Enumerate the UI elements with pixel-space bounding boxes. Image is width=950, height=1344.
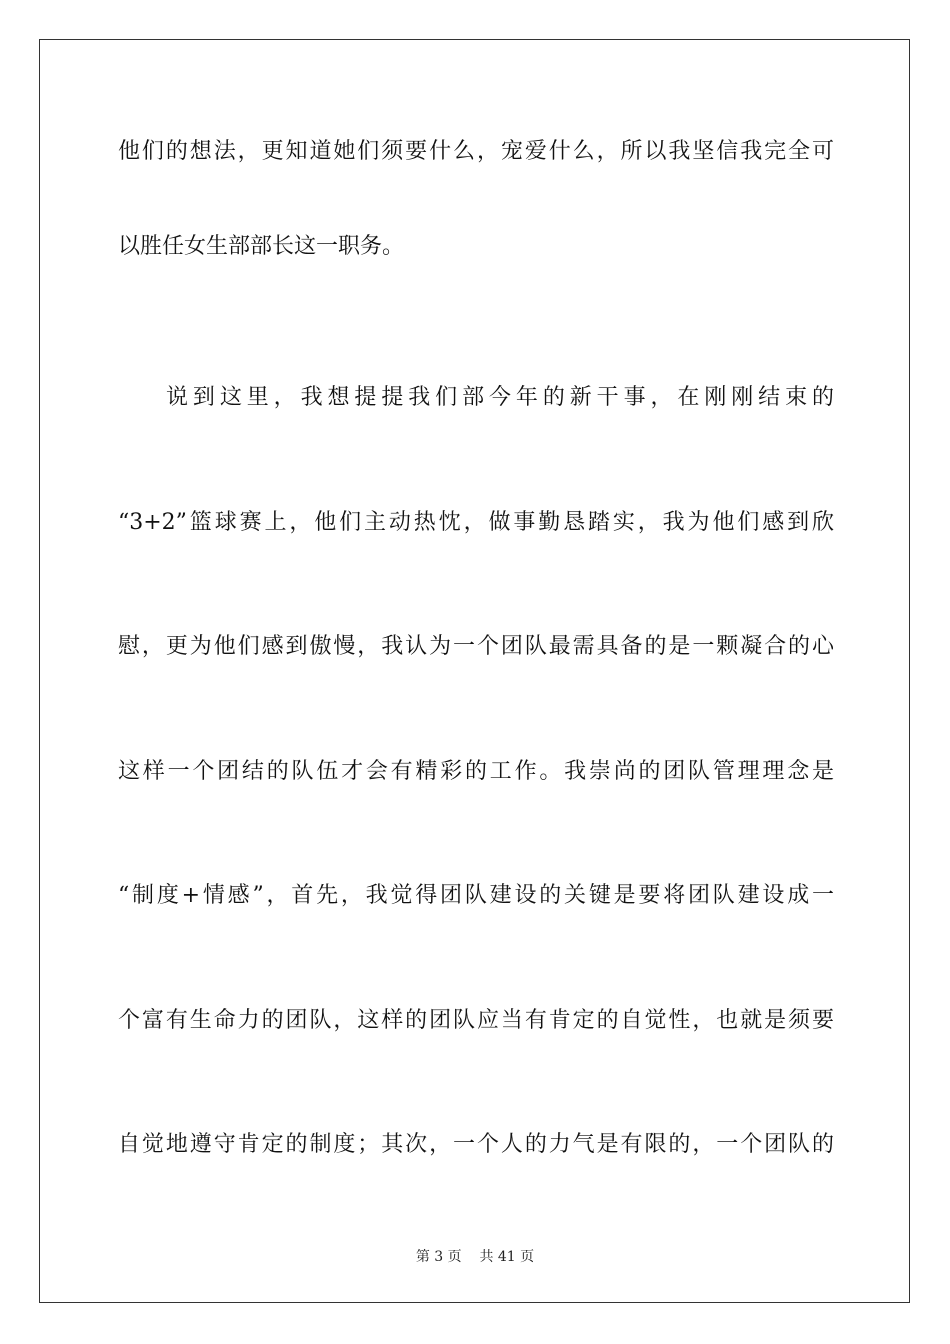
text-line: 说到这里，我想提提我们部今年的新干事，在刚刚结束的 <box>166 385 834 410</box>
page-border <box>39 39 910 1303</box>
text-line: “3+2”篮球赛上，他们主动热忱，做事勤恳踏实，我为他们感到欣 <box>118 510 834 535</box>
page-footer <box>0 1248 950 1266</box>
text-line: 自觉地遵守肯定的制度；其次，一个人的力气是有限的，一个团队的 <box>118 1132 834 1157</box>
page-total: 共 41 页 <box>479 1249 535 1265</box>
text-line: 这样一个团结的队伍才会有精彩的工作。我崇尚的团队管理理念是 <box>118 759 834 784</box>
text-line: 个富有生命力的团队，这样的团队应当有肯定的自觉性，也就是须要 <box>118 1008 834 1033</box>
text-line: 以胜任女生部部长这一职务。 <box>118 234 405 259</box>
page-number: 第 3 页 <box>415 1249 462 1265</box>
text-line: “制度+情感”，首先，我觉得团队建设的关键是要将团队建设成一 <box>118 883 834 908</box>
text-line: 他们的想法，更知道她们须要什么，宠爱什么，所以我坚信我完全可 <box>118 139 834 164</box>
text-line: 慰，更为他们感到傲慢，我认为一个团队最需具备的是一颗凝合的心 <box>118 634 834 659</box>
